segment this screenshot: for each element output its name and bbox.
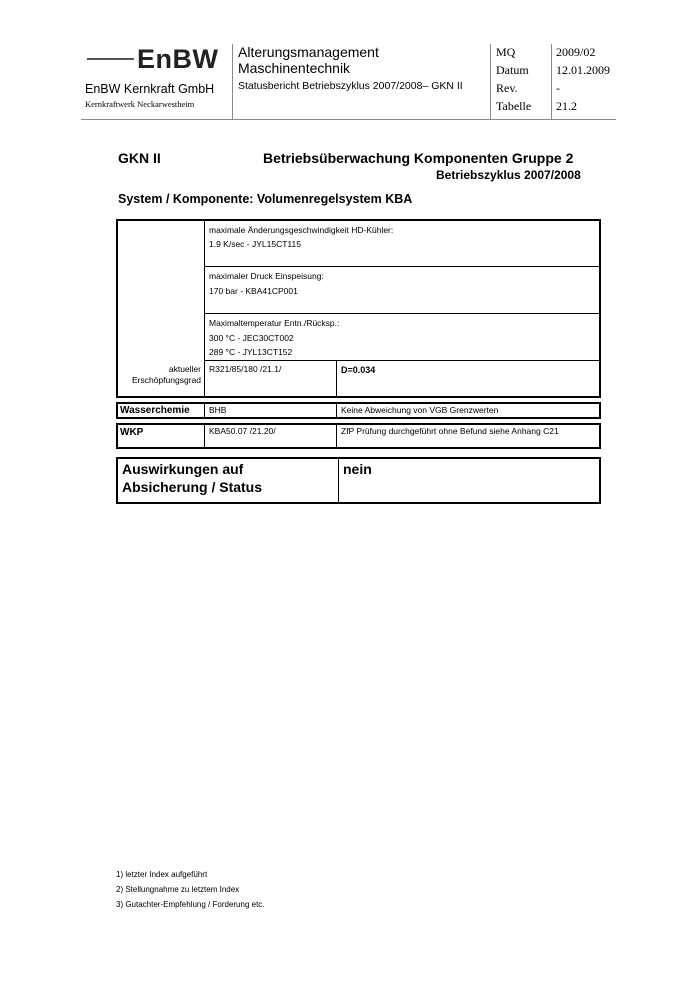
fatigue-label-line1: aktueller [168, 364, 201, 374]
table-divider [204, 403, 205, 418]
monitor-value: 1.9 K/sec - JYL15CT115 [209, 239, 301, 249]
header-divider [490, 44, 491, 120]
impact-label [122, 460, 262, 496]
table-divider [204, 220, 205, 397]
header-divider [551, 44, 552, 120]
water-chemistry-code: BHB [209, 405, 227, 415]
doc-title-2: Maschinentechnik [238, 60, 351, 76]
company-name: EnBW Kernkraft GmbH [85, 82, 215, 96]
table-divider [204, 313, 600, 314]
monitor-value: 170 bar - KBA41CP001 [209, 286, 298, 296]
impact-label-line1: Auswirkungen auf [122, 461, 244, 477]
meta-value-tabelle: 21.2 [556, 99, 577, 113]
logo-dash [87, 58, 134, 60]
water-chemistry-label: Wasserchemie [120, 405, 190, 416]
fatigue-value: D=0.034 [341, 365, 376, 375]
fatigue-label [118, 364, 201, 386]
meta-value-mq: 2009/02 [556, 45, 596, 59]
meta-value-rev: - [556, 81, 560, 95]
doc-subtitle: Statusbericht Betriebszyklus 2007/2008– GKN II [238, 80, 463, 92]
meta-key-mq: MQ [496, 45, 516, 59]
footnote: 3) Gutachter-Empfehlung / Forderung etc. [116, 900, 265, 909]
meta-key-tabelle: Tabelle [496, 99, 532, 113]
table-divider [204, 360, 600, 361]
table-divider [336, 403, 337, 418]
meta-value-datum: 12.01.2009 [556, 63, 610, 77]
company-logo: EnBW [137, 44, 219, 74]
water-chemistry-note: Keine Abweichung von VGB Grenzwerten [341, 405, 499, 415]
wkp-label: WKP [120, 427, 144, 438]
monitor-value: 300 °C - JEC30CT002 [209, 333, 294, 343]
meta-key-rev: Rev. [496, 81, 518, 95]
header-divider [232, 44, 233, 120]
monitor-label: maximaler Druck Einspeisung: [209, 271, 324, 281]
table-divider [336, 360, 337, 397]
section-title: Betriebsüberwachung Komponenten Gruppe 2 [263, 150, 574, 166]
fatigue-label-line2: Erschöpfungsgrad [132, 375, 201, 385]
unit-title: GKN II [118, 150, 161, 166]
plant-name: Kernkraftwerk Neckarwestheim [85, 99, 195, 109]
header-rule [81, 119, 616, 120]
table-divider [336, 424, 337, 448]
wkp-code: KBA50.07 /21.20/ [209, 426, 276, 436]
cycle-title: Betriebszyklus 2007/2008 [436, 168, 581, 182]
table-divider [204, 424, 205, 448]
monitor-label: maximale Änderungsgeschwindigkeit HD-Kühler: [209, 225, 394, 235]
impact-label-line2: Absicherung / Status [122, 479, 263, 495]
doc-title: Alterungsmanagement [238, 44, 379, 60]
fatigue-index: R321/85/180 /21.1/ [209, 364, 282, 374]
impact-value: nein [343, 461, 372, 477]
footnote: 1) letzter Index aufgeführt [116, 870, 208, 879]
table-divider [204, 266, 600, 267]
wkp-note: ZfP Prüfung durchgeführt ohne Befund siehe Anhang C21 [341, 426, 559, 436]
table-divider [338, 458, 339, 503]
footnote: 2) Stellungnahme zu letztem Index [116, 885, 240, 894]
system-title: System / Komponente: Volumenregelsystem KBA [118, 192, 413, 206]
monitor-label: Maximaltemperatur Entn./Rücksp.: [209, 318, 340, 328]
monitor-value: 289 °C - JYL13CT152 [209, 347, 293, 357]
meta-key-datum: Datum [496, 63, 529, 77]
